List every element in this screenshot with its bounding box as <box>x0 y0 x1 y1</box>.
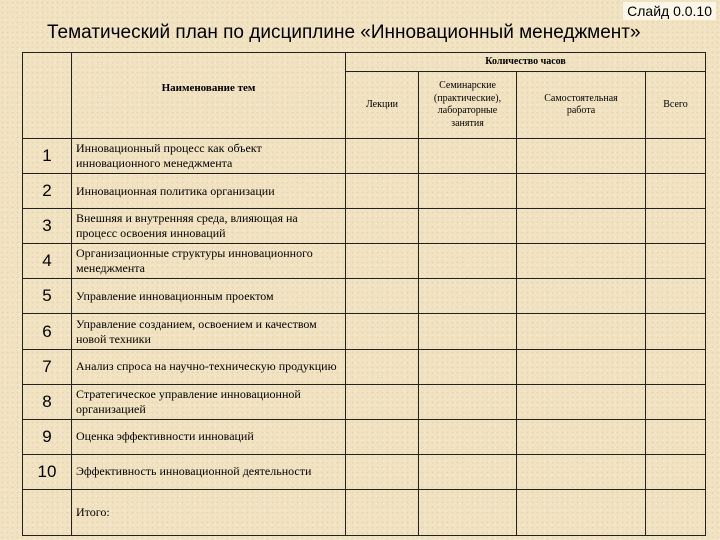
total-self-study-cell <box>517 490 646 536</box>
row-lectures-cell <box>346 314 419 349</box>
row-self-study-cell <box>517 209 646 244</box>
row-seminars-cell <box>419 314 517 349</box>
row-number: 2 <box>23 174 72 209</box>
row-number: 7 <box>23 349 72 384</box>
row-topic: Эффективность инновационной деятельности <box>72 454 346 489</box>
row-topic: Управление инновационным проектом <box>72 279 346 314</box>
row-self-study-cell <box>517 349 646 384</box>
row-number: 9 <box>23 419 72 454</box>
row-seminars-cell <box>419 419 517 454</box>
header-number-cell <box>23 53 72 139</box>
row-self-study-cell <box>517 419 646 454</box>
header-self-study: Самостоятельная работа <box>517 72 646 139</box>
header-topic-name: Наименование тем <box>72 53 346 139</box>
row-total-cell <box>646 244 706 279</box>
page-title: Тематический план по дисциплине «Инновационный менеджмент» <box>47 22 641 43</box>
row-seminars-cell <box>419 384 517 419</box>
table-row <box>23 139 706 174</box>
table-row <box>23 314 706 349</box>
row-self-study-cell <box>517 314 646 349</box>
table-row <box>23 349 706 384</box>
row-total-cell <box>646 349 706 384</box>
total-total-cell <box>646 490 706 536</box>
table-row <box>23 384 706 419</box>
table-row <box>23 174 706 209</box>
row-self-study-cell <box>517 454 646 489</box>
row-topic: Внешняя и внутренняя среда, влияющая на процесс освоения инноваций <box>72 209 346 244</box>
row-self-study-cell <box>517 384 646 419</box>
row-seminars-cell <box>419 209 517 244</box>
row-self-study-cell <box>517 139 646 174</box>
row-seminars-cell <box>419 454 517 489</box>
slide-number: Слайд 0.0.10 <box>623 2 716 20</box>
row-lectures-cell <box>346 209 419 244</box>
row-seminars-cell <box>419 279 517 314</box>
row-self-study-cell <box>517 174 646 209</box>
row-topic: Организационные структуры инновационного менеджмента <box>72 244 346 279</box>
row-total-cell <box>646 384 706 419</box>
table-row <box>23 454 706 489</box>
row-total-cell <box>646 419 706 454</box>
row-lectures-cell <box>346 384 419 419</box>
row-lectures-cell <box>346 349 419 384</box>
row-total-cell <box>646 174 706 209</box>
total-label: Итого: <box>72 490 346 536</box>
row-total-cell <box>646 279 706 314</box>
row-topic: Анализ спроса на научно-техническую продукцию <box>72 349 346 384</box>
row-topic: Инновационная политика организации <box>72 174 346 209</box>
thematic-plan-table <box>22 52 706 536</box>
row-number: 8 <box>23 384 72 419</box>
header-hours-group: Количество часов <box>346 53 706 72</box>
header-lectures: Лекции <box>346 72 419 139</box>
row-topic: Оценка эффективности инноваций <box>72 419 346 454</box>
row-lectures-cell <box>346 279 419 314</box>
row-seminars-cell <box>419 174 517 209</box>
row-number: 3 <box>23 209 72 244</box>
table-row <box>23 244 706 279</box>
row-number: 10 <box>23 454 72 489</box>
total-lectures-cell <box>346 490 419 536</box>
row-number: 1 <box>23 139 72 174</box>
row-lectures-cell <box>346 174 419 209</box>
row-total-cell <box>646 314 706 349</box>
row-topic: Управление созданием, освоением и качеством новой техники <box>72 314 346 349</box>
row-number: 4 <box>23 244 72 279</box>
total-number-cell <box>23 490 72 536</box>
header-seminars: Семинарские (практические), лабораторные занятия <box>419 72 517 139</box>
row-lectures-cell <box>346 139 419 174</box>
row-lectures-cell <box>346 419 419 454</box>
row-topic: Стратегическое управление инновационной организацией <box>72 384 346 419</box>
row-lectures-cell <box>346 454 419 489</box>
table-row <box>23 419 706 454</box>
row-number: 6 <box>23 314 72 349</box>
row-lectures-cell <box>346 244 419 279</box>
row-seminars-cell <box>419 139 517 174</box>
total-seminars-cell <box>419 490 517 536</box>
table-row <box>23 279 706 314</box>
row-self-study-cell <box>517 279 646 314</box>
header-total: Всего <box>646 72 706 139</box>
row-total-cell <box>646 454 706 489</box>
row-topic: Инновационный процесс как объект инновационного менеджмента <box>72 139 346 174</box>
row-seminars-cell <box>419 244 517 279</box>
row-self-study-cell <box>517 244 646 279</box>
table-row <box>23 209 706 244</box>
row-total-cell <box>646 209 706 244</box>
row-seminars-cell <box>419 349 517 384</box>
row-total-cell <box>646 139 706 174</box>
row-number: 5 <box>23 279 72 314</box>
